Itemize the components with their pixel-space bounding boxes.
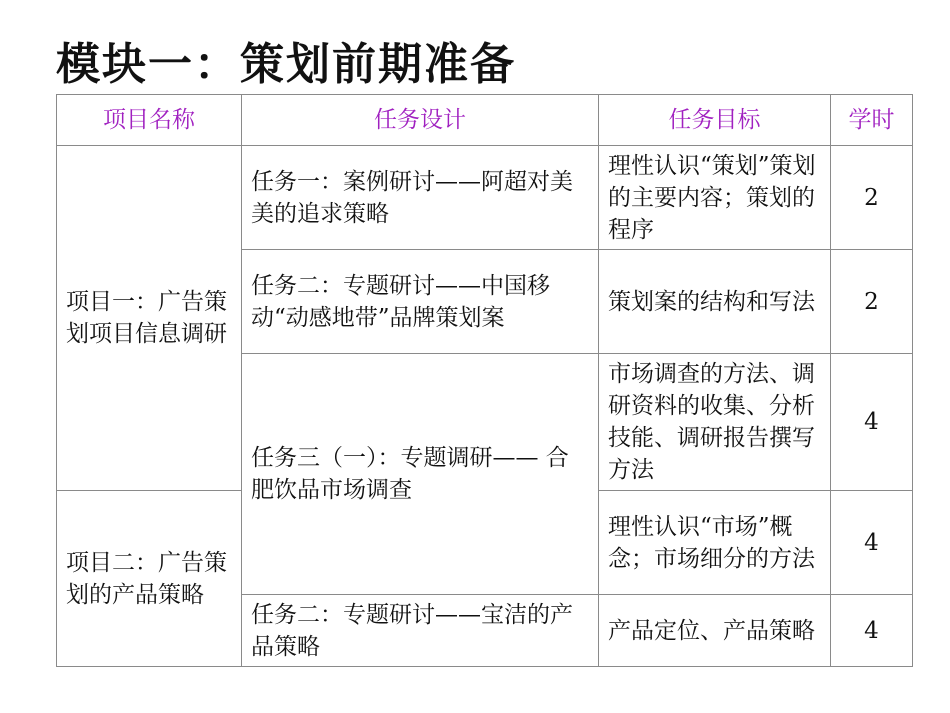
task-cell: 任务二：专题研讨——中国移动“动感地带”品牌策划案: [242, 250, 599, 354]
hours-cell: 4: [831, 354, 913, 491]
hours-cell: 2: [831, 250, 913, 354]
goal-cell: 策划案的结构和写法: [599, 250, 831, 354]
goal-cell: 市场调查的方法、调研资料的收集、分析技能、调研报告撰写方法: [599, 354, 831, 491]
course-table: [56, 94, 913, 667]
table-row: [57, 146, 913, 250]
header-task-design: 任务设计: [242, 95, 599, 146]
page-title: 模块一：策划前期准备: [56, 39, 516, 90]
project-cell: 项目二：广告策划的产品策略: [57, 491, 242, 667]
goal-cell: 产品定位、产品策略: [599, 595, 831, 667]
header-project-name: 项目名称: [57, 95, 242, 146]
task-cell: 任务二：专题研讨——宝洁的产品策略: [242, 595, 599, 667]
hours-cell: 4: [831, 595, 913, 667]
header-hours: 学时: [831, 95, 913, 146]
table-header-row: [57, 95, 913, 146]
goal-cell: 理性认识“策划”策划的主要内容；策划的程序: [599, 146, 831, 250]
hours-cell: 4: [831, 491, 913, 595]
task-cell: 任务三（一）：专题调研—— 合肥饮品市场调查: [242, 354, 599, 595]
header-task-goal: 任务目标: [599, 95, 831, 146]
project-cell: 项目一：广告策划项目信息调研: [57, 146, 242, 491]
task-cell: 任务一：案例研讨——阿超对美美的追求策略: [242, 146, 599, 250]
goal-cell: 理性认识“市场”概念；市场细分的方法: [599, 491, 831, 595]
hours-cell: 2: [831, 146, 913, 250]
